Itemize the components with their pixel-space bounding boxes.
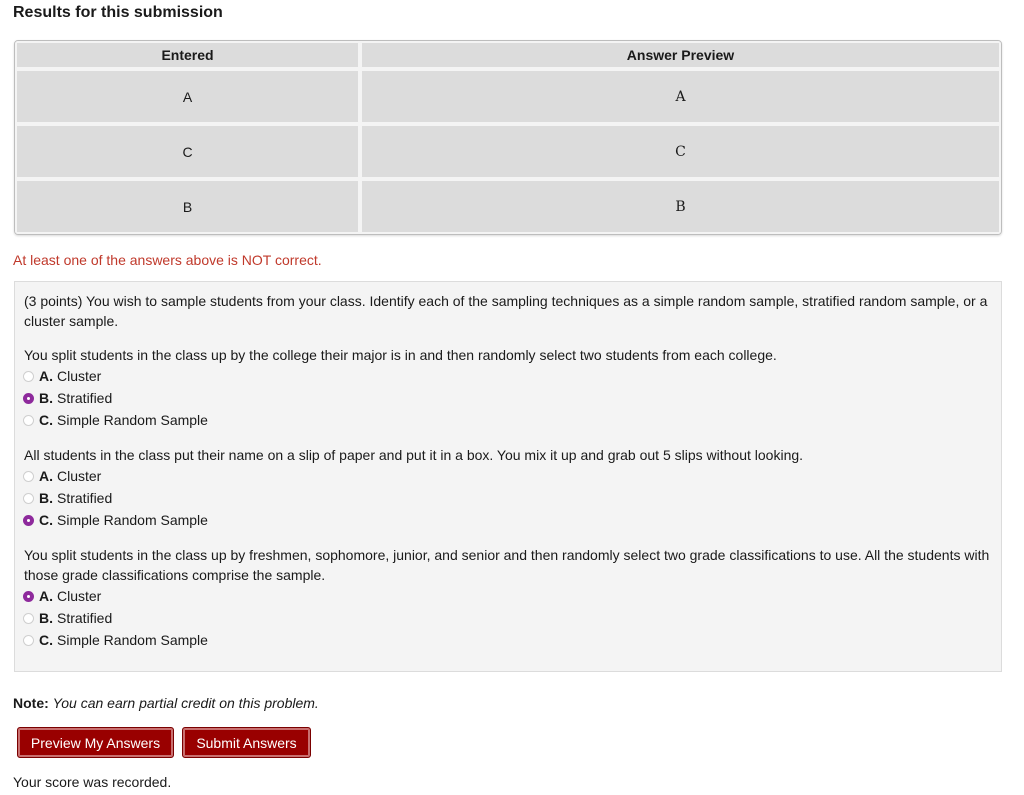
table-header-row (15, 41, 1001, 69)
incorrect-answers-message: At least one of the answers above is NOT correct. (13, 252, 322, 268)
option-letter: A. (39, 368, 53, 384)
radio-button-selected[interactable] (23, 591, 34, 602)
option-letter: B. (39, 390, 53, 406)
preview-answers-button[interactable]: Preview My Answers (17, 727, 174, 758)
option-stratified[interactable] (24, 387, 992, 409)
entered-header: Entered (15, 41, 360, 69)
option-letter: B. (39, 490, 53, 506)
partial-credit-note (13, 695, 319, 711)
preview-cell: C (360, 124, 1001, 179)
problem-box (14, 281, 1002, 672)
entered-cell: A (15, 69, 360, 124)
note-text: You can earn partial credit on this problem. (52, 695, 319, 711)
option-label: Simple Random Sample (57, 412, 208, 428)
question-1 (24, 345, 992, 431)
option-letter: B. (39, 610, 53, 626)
option-letter: A. (39, 588, 53, 604)
option-label: Cluster (57, 468, 102, 484)
option-letter: C. (39, 632, 53, 648)
option-label: Cluster (57, 368, 102, 384)
option-letter: A. (39, 468, 53, 484)
question-text: All students in the class put their name on a slip of paper and put it in a box. You mix it up and grab out 5 slips without looking. (24, 447, 804, 463)
radio-button-selected[interactable] (23, 393, 34, 404)
radio-button[interactable] (23, 613, 34, 624)
option-label: Stratified (57, 610, 113, 626)
radio-button[interactable] (23, 371, 34, 382)
results-title: Results for this submission (13, 4, 223, 21)
preview-header: Answer Preview (360, 41, 1001, 69)
option-simple-random[interactable] (24, 409, 992, 431)
table-row (15, 124, 1001, 179)
question-text: You split students in the class up by freshmen, sophomore, junior, and senior and then randomly select two grade classifications to use. All the students with those grade classifications comprise the sample. (24, 547, 990, 583)
radio-button-selected[interactable] (23, 515, 34, 526)
radio-button[interactable] (23, 493, 34, 504)
radio-button[interactable] (23, 635, 34, 646)
score-recorded-message: Your score was recorded. (13, 774, 172, 790)
option-label: Cluster (57, 588, 102, 604)
preview-cell: B (360, 179, 1001, 234)
option-simple-random[interactable] (24, 629, 992, 651)
question-text: You split students in the class up by the college their major is in and then randomly select two students from each college. (24, 347, 777, 363)
option-cluster[interactable] (24, 585, 992, 607)
entered-cell: B (15, 179, 360, 234)
results-table (14, 40, 1002, 235)
problem-intro: (3 points) You wish to sample students from your class. Identify each of the sampling techniques as a simple random sample, stratified random sample, or a cluster sample. (24, 293, 988, 329)
option-cluster[interactable] (24, 365, 992, 387)
radio-button[interactable] (23, 471, 34, 482)
option-letter: C. (39, 412, 53, 428)
table-row (15, 179, 1001, 234)
option-stratified[interactable] (24, 607, 992, 629)
table-row (15, 69, 1001, 124)
option-label: Simple Random Sample (57, 512, 208, 528)
preview-cell: A (360, 69, 1001, 124)
option-label: Simple Random Sample (57, 632, 208, 648)
entered-cell: C (15, 124, 360, 179)
option-stratified[interactable] (24, 487, 992, 509)
option-cluster[interactable] (24, 465, 992, 487)
option-label: Stratified (57, 490, 113, 506)
radio-button[interactable] (23, 415, 34, 426)
question-2 (24, 445, 992, 531)
question-3 (24, 545, 992, 651)
submit-answers-button[interactable]: Submit Answers (182, 727, 311, 758)
option-label: Stratified (57, 390, 113, 406)
option-simple-random[interactable] (24, 509, 992, 531)
note-label: Note: (13, 695, 49, 711)
option-letter: C. (39, 512, 53, 528)
